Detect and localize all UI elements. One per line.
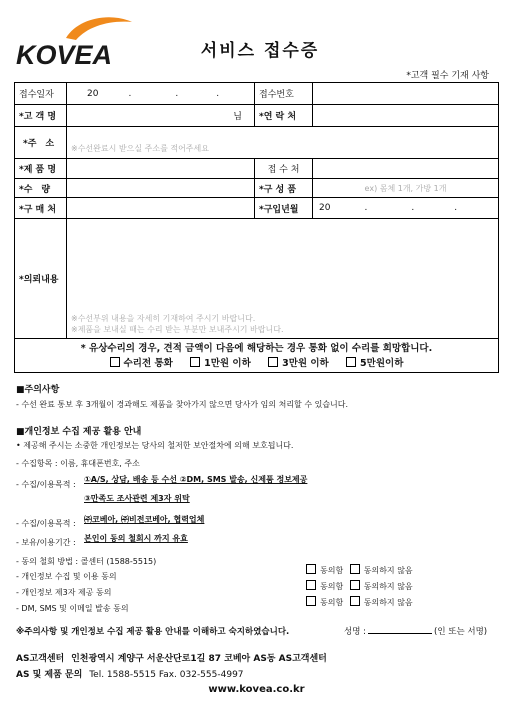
consent-third-party-label: - 개인정보 제3자 제공 동의: [16, 588, 112, 597]
purpose-line1: ①A/S, 상담, 배송 등 수선 ②DM, SMS 발송, 신제품 정보제공: [84, 475, 308, 484]
website-url[interactable]: www.kovea.co.kr: [208, 684, 305, 695]
option-under-50k[interactable]: 5만원이하: [346, 358, 403, 369]
recipient-value: ㈜코베아, ㈜비전코베아, 협력업체: [84, 515, 205, 524]
request-label: *의뢰내용: [15, 219, 67, 339]
contact-label: *연 락 처: [255, 105, 313, 127]
withdraw-method: - 동의 철회 방법 : 콜센터 (1588-5515): [16, 557, 157, 566]
consent-collect-disagree-checkbox[interactable]: [350, 564, 360, 574]
contact-field[interactable]: [313, 105, 499, 127]
service-form: [14, 82, 499, 373]
svg-text:KOVEA: KOVEA: [16, 40, 113, 70]
reception-label: 접 수 처: [255, 159, 313, 179]
components-label: *구 성 품: [255, 179, 313, 198]
product-field[interactable]: [67, 159, 255, 179]
customer-name-field[interactable]: 님: [67, 105, 255, 127]
period-value: 본인이 동의 철회시 까지 유효: [84, 534, 188, 543]
option-under-30k[interactable]: 3만원 이하: [268, 358, 329, 369]
required-note: *고객 필수 기재 사항: [406, 71, 489, 81]
purchase-place-label: *구 매 처: [15, 198, 67, 219]
quantity-label: *수 량: [15, 179, 67, 198]
receipt-no-field[interactable]: [313, 83, 499, 105]
paid-repair-notice: * 유상수리의 경우, 견적 금액이 다음에 해당하는 경우 통화 없이 수리를 희망합니다.: [80, 342, 433, 354]
consent-collect-options: 동의함 동의하지 않음: [306, 564, 413, 576]
checkbox[interactable]: [190, 357, 200, 367]
consent-marketing-agree-checkbox[interactable]: [306, 596, 316, 606]
paid-repair-row: [15, 339, 499, 373]
option-call-before[interactable]: 수리전 통화: [110, 358, 173, 369]
notice-text: - 수선 완료 통보 후 3개월이 경과해도 제품을 찾아가지 않으면 당사가 임의 처리할 수 있습니다.: [16, 400, 349, 409]
consent-collect-agree-checkbox[interactable]: [306, 564, 316, 574]
acknowledgement: ※주의사항 및 개인정보 수집 제공 활용 안내를 이해하고 숙지하였습니다.: [16, 627, 290, 637]
consent-marketing-disagree-checkbox[interactable]: [350, 596, 360, 606]
consent-third-party-agree-checkbox[interactable]: [306, 580, 316, 590]
customer-name-label: *고 객 명: [15, 105, 67, 127]
product-label: *제 품 명: [15, 159, 67, 179]
privacy-items: - 수집항목 : 이름, 휴대폰번호, 주소: [16, 459, 140, 468]
purchase-year-field[interactable]: 20 . . .: [313, 198, 499, 219]
checkbox[interactable]: [268, 357, 278, 367]
privacy-heading: ■개인정보 수집 제공 활용 안내: [16, 427, 142, 437]
receipt-no-label: 접수번호: [255, 83, 313, 105]
consent-third-party-options: 동의함 동의하지 않음: [306, 580, 413, 592]
consent-marketing-options: 동의함 동의하지 않음: [306, 596, 413, 608]
reception-field[interactable]: [313, 159, 499, 179]
purpose-line2: ③만족도 조사관련 제3자 위탁: [84, 494, 190, 503]
as-center: AS고객센터 인천광역시 계양구 서운산단로1길 87 코베아 AS동 AS고객센터: [16, 654, 327, 664]
checkbox[interactable]: [346, 357, 356, 367]
consent-marketing-label: - DM, SMS 및 이메일 발송 동의: [16, 604, 129, 613]
quantity-field[interactable]: [67, 179, 255, 198]
receipt-date-label: 접수일자: [15, 83, 67, 105]
address-label: *주 소: [15, 127, 67, 159]
request-field[interactable]: [67, 219, 499, 339]
consent-third-party-disagree-checkbox[interactable]: [350, 580, 360, 590]
consent-collect-label: - 개인정보 수집 및 이용 동의: [16, 572, 117, 581]
privacy-intro: • 제공해 주시는 소중한 개인정보는 당사의 철저한 보안절차에 의해 보호됩니다.: [16, 441, 294, 450]
period-label: - 보유/이용기간 :: [16, 538, 76, 547]
address-field[interactable]: ※수선완료시 받으실 주소를 적어주세요: [67, 127, 499, 159]
kovea-logo: [14, 14, 142, 70]
request-hint-2: ※제품을 보내실 때는 수리 받는 부분만 보내주시기 바랍니다.: [71, 325, 284, 334]
purchase-place-field[interactable]: [67, 198, 255, 219]
receipt-date-field[interactable]: 20 . . .: [67, 83, 255, 105]
page-title: 서비스 접수증: [200, 41, 320, 61]
checkbox[interactable]: [110, 357, 120, 367]
notice-heading: ■주의사항: [16, 385, 60, 395]
components-field[interactable]: ex) 몸체 1개, 가방 1개: [313, 179, 499, 198]
as-contact: AS 및 제품 문의 Tel. 1588-5515 Fax. 032-555-4997: [16, 670, 244, 680]
signature-field[interactable]: 성명 : (인 또는 서명): [344, 627, 488, 637]
purpose-label: - 수집/이용목적 :: [16, 480, 76, 489]
recipient-label: - 수집/이용목적 :: [16, 519, 76, 528]
purchase-year-label: *구입년월: [255, 198, 313, 219]
option-under-10k[interactable]: 1만원 이하: [190, 358, 251, 369]
request-hint-1: ※수선부위 내용을 자세히 기재하여 주시기 바랍니다.: [71, 314, 256, 323]
